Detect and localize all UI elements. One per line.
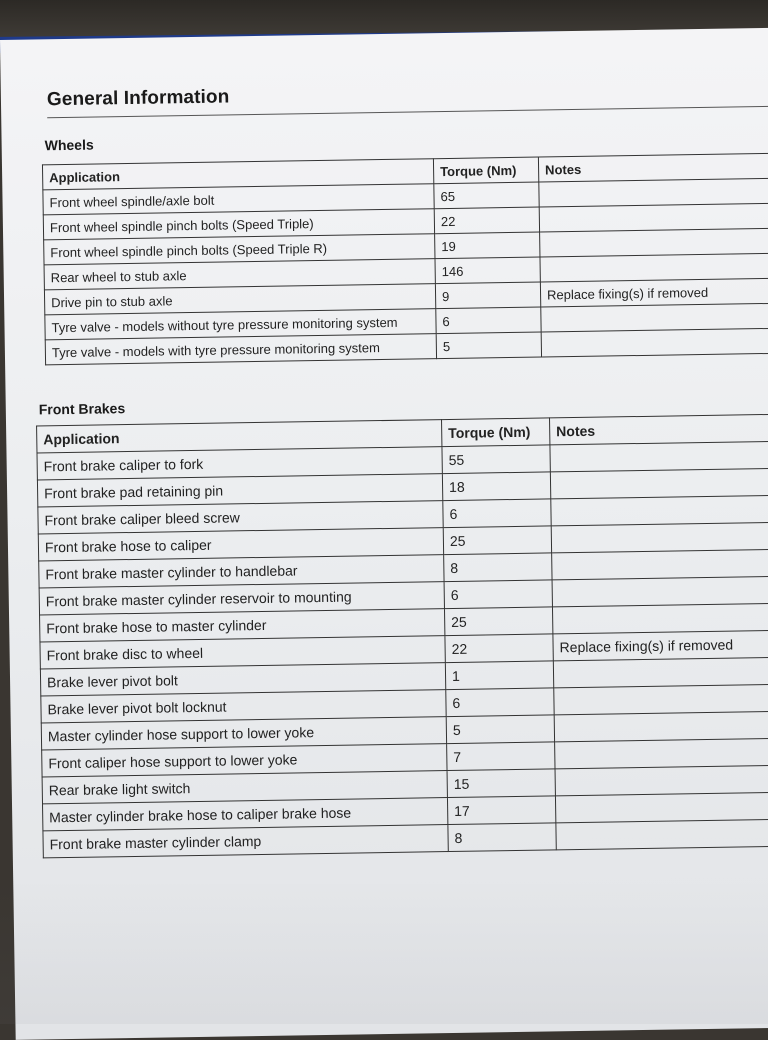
cell-torque: 25 (443, 526, 551, 555)
cell-application: Front brake master cylinder reservoir to mounting (39, 582, 444, 615)
column-header-torque: Torque (Nm) (433, 157, 538, 184)
column-header-notes: Notes (550, 414, 768, 445)
cell-application: Front caliper hose support to lower yoke (42, 744, 447, 777)
cell-torque: 19 (435, 232, 540, 259)
cell-notes (554, 684, 768, 715)
cell-notes (551, 522, 768, 553)
wheels-section-title: Wheels (44, 136, 94, 154)
column-header-torque: Torque (Nm) (442, 418, 550, 447)
cell-application: Front brake hose to master cylinder (40, 609, 445, 642)
cell-torque: 146 (435, 257, 540, 284)
cell-torque: 6 (446, 688, 554, 717)
column-header-application: Application (42, 159, 433, 190)
cell-notes: Replace fixing(s) if removed (540, 278, 768, 307)
cell-torque: 55 (442, 445, 550, 474)
cell-application: Rear wheel to stub axle (44, 259, 435, 290)
cell-application: Brake lever pivot bolt (40, 663, 445, 696)
cell-notes (541, 328, 768, 357)
cell-application: Front brake caliper bleed screw (38, 501, 443, 534)
cell-notes (540, 253, 768, 282)
cell-notes: Replace fixing(s) if removed (553, 630, 768, 661)
cell-application: Front brake disc to wheel (40, 636, 445, 669)
column-header-application: Application (37, 420, 442, 453)
cell-torque: 8 (448, 823, 556, 852)
cell-application: Rear brake light switch (42, 771, 447, 804)
cell-application: Front wheel spindle/axle bolt (43, 184, 434, 215)
cell-application: Front wheel spindle pinch bolts (Speed Triple) (43, 209, 434, 240)
cell-notes (552, 603, 768, 634)
page-title: General Information (46, 86, 230, 111)
cell-notes (551, 495, 768, 526)
cell-torque: 25 (444, 607, 552, 636)
cell-application: Tyre valve - models with tyre pressure monitoring system (45, 334, 436, 365)
cell-notes (550, 468, 768, 499)
cell-torque: 6 (436, 307, 541, 334)
cell-torque: 1 (445, 661, 553, 690)
cell-notes (539, 178, 768, 207)
cell-application: Master cylinder hose support to lower yoke (41, 717, 446, 750)
cell-torque: 8 (444, 553, 552, 582)
cell-notes (556, 819, 768, 850)
cell-notes (555, 765, 768, 796)
cell-torque: 17 (447, 796, 555, 825)
cell-torque: 5 (446, 715, 554, 744)
cell-application: Front brake master cylinder clamp (43, 825, 448, 858)
cell-notes (555, 792, 768, 823)
cell-torque: 5 (436, 332, 541, 359)
cell-notes (540, 228, 768, 257)
cell-torque: 6 (443, 499, 551, 528)
cell-torque: 9 (435, 282, 540, 309)
cell-torque: 7 (447, 742, 555, 771)
cell-notes (550, 441, 768, 472)
cell-notes (539, 203, 768, 232)
front-brakes-section-title: Front Brakes (38, 400, 126, 418)
cell-notes (554, 711, 768, 742)
cell-notes (555, 738, 768, 769)
cell-torque: 22 (445, 634, 553, 663)
front-brakes-torque-table (36, 414, 768, 859)
cell-notes (552, 576, 768, 607)
cell-application: Front brake caliper to fork (37, 447, 442, 480)
wheels-torque-table (42, 153, 768, 366)
cell-application: Drive pin to stub axle (44, 284, 435, 315)
cell-application: Front brake pad retaining pin (37, 474, 442, 507)
cell-application: Master cylinder brake hose to caliper brake hose (43, 798, 448, 831)
cell-application: Brake lever pivot bolt locknut (41, 690, 446, 723)
cell-application: Front brake master cylinder to handlebar (39, 555, 444, 588)
cell-torque: 6 (444, 580, 552, 609)
column-header-notes: Notes (538, 153, 768, 182)
cell-torque: 18 (442, 472, 550, 501)
page-shadow (0, 880, 768, 1024)
cell-torque: 22 (434, 207, 539, 234)
cell-torque: 15 (447, 769, 555, 798)
cell-application: Front brake hose to caliper (38, 528, 443, 561)
cell-notes (541, 303, 768, 332)
cell-notes (553, 657, 768, 688)
cell-torque: 65 (434, 182, 539, 209)
cell-application: Tyre valve - models without tyre pressure monitoring system (45, 309, 436, 340)
cell-notes (552, 549, 768, 580)
cell-application: Front wheel spindle pinch bolts (Speed Triple R) (44, 234, 435, 265)
